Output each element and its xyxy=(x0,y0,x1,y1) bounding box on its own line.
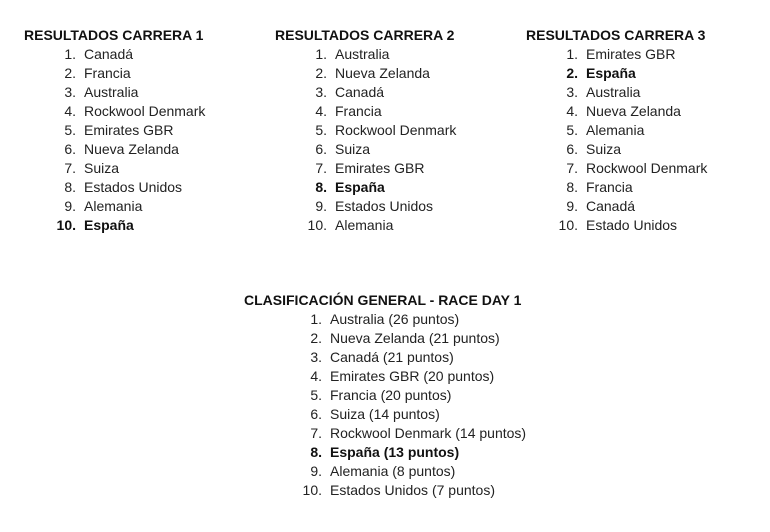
rank-number: 9. xyxy=(310,463,322,479)
race-1-results xyxy=(24,26,206,235)
list-item xyxy=(305,83,454,102)
team-name: Alemania xyxy=(335,217,394,233)
list-item xyxy=(556,159,708,178)
race-2-title: RESULTADOS CARRERA 2 xyxy=(275,27,455,43)
rank-number: 9. xyxy=(64,198,76,214)
rank-number: 6. xyxy=(566,141,578,157)
list-item xyxy=(305,45,454,64)
team-name: Suiza xyxy=(335,141,371,157)
list-item xyxy=(300,386,521,405)
list-item xyxy=(54,140,203,159)
team-name: Alemania xyxy=(84,198,143,214)
rank-number: 2. xyxy=(315,65,327,81)
list-item xyxy=(300,348,521,367)
team-name: Francia (20 puntos) xyxy=(330,387,452,403)
rank-number: 5. xyxy=(64,122,76,138)
list-item xyxy=(556,197,705,216)
rank-number: 3. xyxy=(566,84,578,100)
team-name: Francia xyxy=(335,103,382,119)
rank-number: 6. xyxy=(64,141,76,157)
team-name: Canadá xyxy=(586,198,636,214)
rank-number: 2. xyxy=(64,65,76,81)
team-name: Suiza xyxy=(84,160,120,176)
rank-number: 2. xyxy=(310,330,322,346)
list-item xyxy=(54,197,203,216)
rank-number: 1. xyxy=(310,311,322,327)
rank-number: 2. xyxy=(566,65,578,81)
rank-number: 10. xyxy=(558,217,578,233)
list-item xyxy=(300,367,521,386)
team-name: Rockwool Denmark xyxy=(586,160,708,176)
rank-number: 5. xyxy=(566,122,578,138)
team-name: Australia xyxy=(335,46,390,62)
team-name: Rockwool Denmark xyxy=(335,122,457,138)
list-item xyxy=(54,83,203,102)
team-name: Emirates GBR (20 puntos) xyxy=(330,368,495,384)
team-name: España xyxy=(84,217,134,233)
general-classification-list xyxy=(300,310,527,500)
race-3-title: RESULTADOS CARRERA 3 xyxy=(526,27,706,43)
list-item xyxy=(305,178,454,197)
list-item xyxy=(300,310,521,329)
list-item xyxy=(305,197,454,216)
list-item xyxy=(305,102,454,121)
rank-number: 6. xyxy=(315,141,327,157)
rank-number: 8. xyxy=(64,179,76,195)
team-name: Emirates GBR xyxy=(84,122,174,138)
rank-number: 4. xyxy=(64,103,76,119)
race-1-title: RESULTADOS CARRERA 1 xyxy=(24,27,204,43)
team-name: Nueva Zelanda (21 puntos) xyxy=(330,330,500,346)
list-item xyxy=(54,178,203,197)
team-name: Canadá xyxy=(335,84,385,100)
team-name: Estados Unidos xyxy=(84,179,183,195)
rank-number: 7. xyxy=(310,425,322,441)
list-item xyxy=(556,216,705,235)
list-item xyxy=(305,121,457,140)
rank-number: 3. xyxy=(315,84,327,100)
rank-number: 1. xyxy=(315,46,327,62)
rank-number: 8. xyxy=(310,444,322,460)
rank-number: 8. xyxy=(566,179,578,195)
rank-number: 9. xyxy=(315,198,327,214)
team-name: Nueva Zelanda xyxy=(586,103,681,119)
race-3-list xyxy=(556,45,708,235)
rank-number: 6. xyxy=(310,406,322,422)
team-name: Alemania xyxy=(586,122,645,138)
list-item xyxy=(305,159,454,178)
list-item xyxy=(300,462,521,481)
team-name: Emirates GBR xyxy=(335,160,425,176)
rank-number: 4. xyxy=(310,368,322,384)
rank-number: 10. xyxy=(307,217,327,233)
rank-number: 5. xyxy=(310,387,322,403)
team-name: Australia xyxy=(84,84,139,100)
rank-number: 5. xyxy=(315,122,327,138)
team-name: Australia (26 puntos) xyxy=(330,311,460,327)
rank-number: 7. xyxy=(64,160,76,176)
rank-number: 7. xyxy=(566,160,578,176)
race-2-results xyxy=(275,26,457,235)
team-name: Emirates GBR xyxy=(586,46,676,62)
list-item xyxy=(300,443,521,462)
list-item xyxy=(556,64,705,83)
team-name: Suiza xyxy=(586,141,622,157)
list-item xyxy=(305,140,454,159)
list-item xyxy=(54,45,203,64)
list-item xyxy=(556,102,705,121)
team-name: Alemania (8 puntos) xyxy=(330,463,456,479)
list-item xyxy=(300,424,527,443)
list-item xyxy=(54,64,203,83)
list-item xyxy=(556,83,705,102)
rank-number: 4. xyxy=(566,103,578,119)
list-item xyxy=(556,178,705,197)
team-name: España xyxy=(586,65,636,81)
rank-number: 1. xyxy=(64,46,76,62)
team-name: Suiza (14 puntos) xyxy=(330,406,440,422)
list-item xyxy=(305,64,454,83)
list-item xyxy=(300,481,521,500)
list-item xyxy=(305,216,454,235)
general-classification-title: CLASIFICACIÓN GENERAL - RACE DAY 1 xyxy=(244,292,522,308)
list-item xyxy=(300,329,521,348)
team-name: España xyxy=(335,179,385,195)
team-name: Francia xyxy=(586,179,633,195)
rank-number: 3. xyxy=(64,84,76,100)
team-name: Canadá (21 puntos) xyxy=(330,349,454,365)
list-item xyxy=(556,45,705,64)
team-name: Estados Unidos xyxy=(335,198,434,214)
list-item xyxy=(556,121,705,140)
team-name: Australia xyxy=(586,84,641,100)
race-2-list xyxy=(305,45,457,235)
list-item xyxy=(300,405,521,424)
list-item xyxy=(54,102,206,121)
rank-number: 8. xyxy=(315,179,327,195)
list-item xyxy=(54,216,203,235)
list-item xyxy=(54,121,203,140)
race-1-list xyxy=(54,45,206,235)
team-name: Rockwool Denmark xyxy=(84,103,206,119)
rank-number: 3. xyxy=(310,349,322,365)
team-name: Canadá xyxy=(84,46,134,62)
rank-number: 4. xyxy=(315,103,327,119)
team-name: Francia xyxy=(84,65,131,81)
team-name: Nueva Zelanda xyxy=(84,141,179,157)
race-3-results xyxy=(526,26,708,235)
rank-number: 10. xyxy=(56,217,76,233)
team-name: Estado Unidos xyxy=(586,217,678,233)
list-item xyxy=(54,159,203,178)
team-name: Estados Unidos (7 puntos) xyxy=(330,482,495,498)
team-name: España (13 puntos) xyxy=(330,444,460,460)
list-item xyxy=(556,140,705,159)
team-name: Nueva Zelanda xyxy=(335,65,430,81)
rank-number: 10. xyxy=(302,482,322,498)
rank-number: 1. xyxy=(566,46,578,62)
rank-number: 9. xyxy=(566,198,578,214)
general-classification xyxy=(244,291,527,500)
team-name: Rockwool Denmark (14 puntos) xyxy=(330,425,527,441)
rank-number: 7. xyxy=(315,160,327,176)
